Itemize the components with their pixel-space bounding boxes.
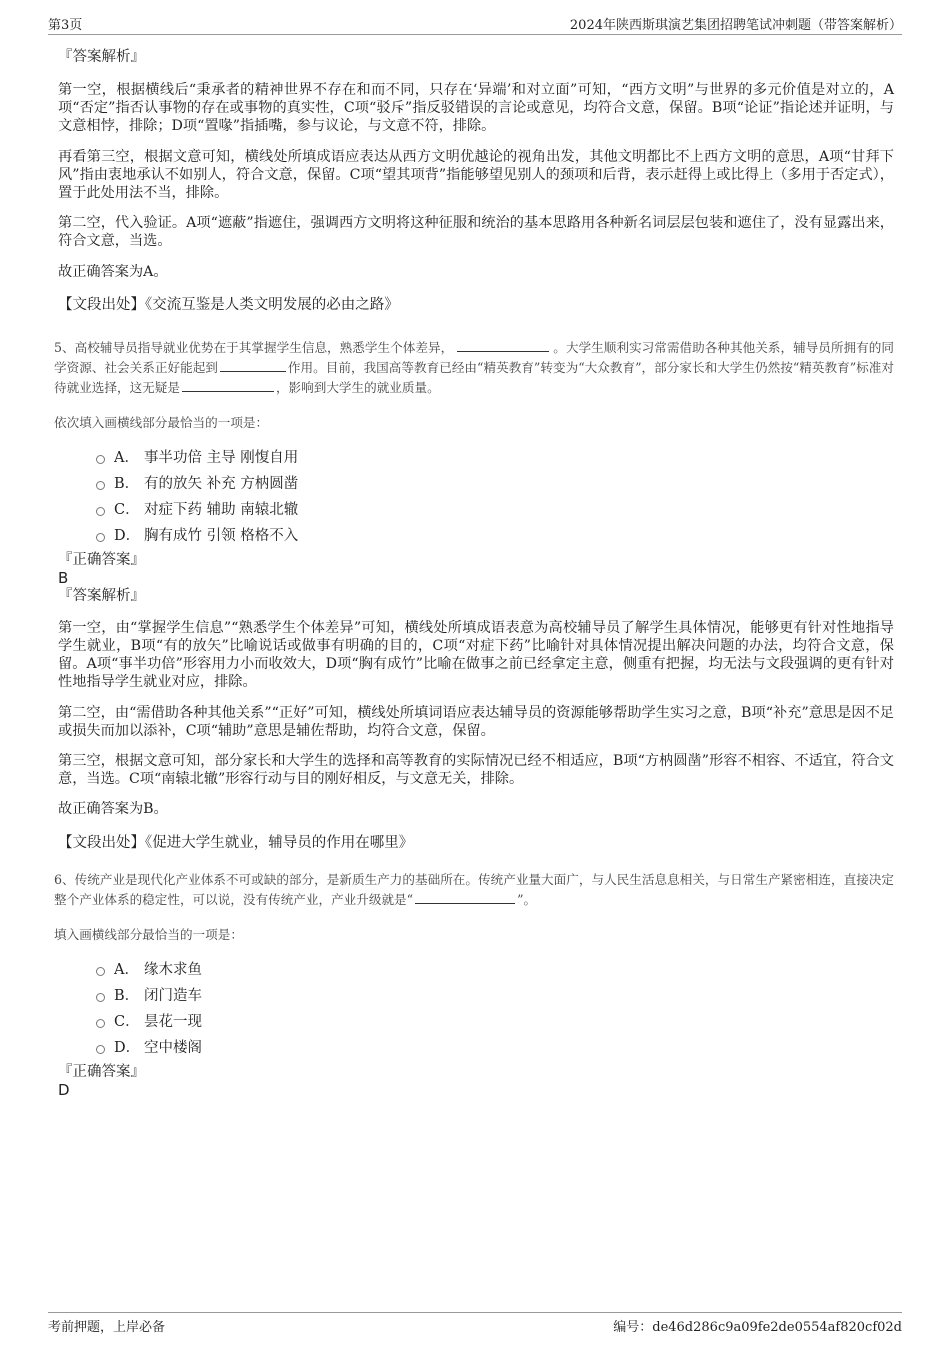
option-text: 昙花一现	[144, 1013, 202, 1030]
option-text: 胸有成竹 引领 格格不入	[144, 527, 299, 544]
option-text: 缘木求鱼	[144, 961, 202, 978]
q5-blank-1	[457, 339, 549, 352]
radio-icon[interactable]	[96, 455, 105, 464]
radio-icon[interactable]	[96, 507, 105, 516]
q6-stem-text: ”。	[517, 891, 537, 907]
q5-answer-label: 『正确答案』	[58, 551, 145, 568]
q5-option-a[interactable]	[96, 445, 894, 471]
q5-stem-text: 5、高校辅导员指导就业优势在于其掌握学生信息，熟悉学生个体差异，	[54, 339, 454, 355]
option-text: 事半功倍 主导 刚愎自用	[144, 449, 299, 466]
option-key: D．	[114, 1039, 141, 1056]
option-text: 闭门造车	[144, 987, 202, 1004]
q5-analysis-paragraph: 第二空，由“需借助各种其他关系”“正好”可知，横线处所填词语应表达辅导员的资源能够帮助学生实习之意，B项“补充”意思是因不足或损失而加以添补，C项“辅助”意思是辅佐帮助，均符合文意，保留。	[58, 704, 894, 739]
q5-stem-text: ，影响到大学生的就业质量。	[275, 379, 440, 395]
page-number: 第3页	[48, 18, 83, 33]
option-text: 对症下药 辅助 南辕北辙	[144, 501, 299, 518]
radio-icon[interactable]	[96, 481, 105, 490]
document-title: 2024年陕西斯琪演艺集团招聘笔试冲刺题（带答案解析）	[569, 18, 902, 33]
q4-analysis-paragraph: 再看第三空，根据文意可知，横线处所填成语应表达从西方文明优越论的视角出发，其他文明都比不上西方文明的意思，A项“甘拜下风”指由衷地承认不如别人，符合文意，保留。C项“望其项背”指能够望见别人的颈项和后背，表示赶得上或比得上（多用于否定式），置于此处用法不当，排除。	[58, 148, 894, 202]
q5-answer: B	[58, 568, 69, 587]
radio-icon[interactable]	[96, 1019, 105, 1028]
radio-icon[interactable]	[96, 533, 105, 542]
q5-stem-text: 作用。目前，我国高等教育已经由“精英教育”转变为“大众教育”，部分家长和大学生仍然按“精英教育”标准对待就业选择，这无疑是	[54, 359, 894, 395]
option-text: 空中楼阁	[144, 1039, 202, 1056]
option-key: B．	[114, 475, 140, 492]
q5-blank-3	[182, 379, 274, 392]
option-key: A．	[114, 449, 139, 466]
q5-analysis-paragraph: 故正确答案为B。	[58, 801, 168, 818]
q6-options	[96, 957, 894, 1061]
option-key: D．	[114, 527, 141, 544]
main-content	[54, 44, 895, 1099]
q6-instruction: 填入画横线部分最恰当的一项是：	[54, 926, 243, 942]
q4-source: 【文段出处】《交流互鉴是人类文明发展的必由之路》	[58, 296, 399, 313]
option-key: C．	[114, 1013, 140, 1030]
document-id: 编号：de46d286c9a09fe2de0554af820cf02d	[613, 1320, 902, 1335]
q5-analysis-label: 『答案解析』	[58, 587, 145, 604]
q6-stem-text: 6、传统产业是现代化产业体系不可或缺的部分，是新质生产力的基础所在。传统产业量大面广，与人民生活息息相关，与日常生产紧密相连，直接决定整个产业体系的稳定性，可以说，没有传统产业，产业升级就是“	[54, 871, 894, 907]
page-footer	[48, 1312, 902, 1335]
q4-analysis-paragraph: 第二空，代入验证。A项“遮蔽”指遮住，强调西方文明将这种征服和统治的基本思路用各种新名词层层包装和遮住了，没有显露出来，符合文意，当选。	[58, 215, 894, 250]
option-key: C．	[114, 501, 140, 518]
q4-analysis-paragraph: 第一空，根据横线后“秉承者的精神世界不存在和而不同，只存在‘异端’和对立面”可知，“西方文明”与世界的多元价值是对立的，A项“否定”指否认事物的存在或事物的真实性，C项“驳斥”指反驳错误的言论或意见，均符合文意，保留。B项“论证”指论述并证明，与文意相悖，排除；D项“置喙”指插嘴，参与议论，与文意不符，排除。	[58, 82, 894, 135]
q6-option-c[interactable]	[96, 1009, 894, 1035]
q6-answer-label: 『正确答案』	[58, 1063, 145, 1080]
page-header	[48, 14, 902, 35]
radio-icon[interactable]	[96, 993, 105, 1002]
q5-source: 【文段出处】《促进大学生就业，辅导员的作用在哪里》	[58, 834, 414, 851]
q5-option-c[interactable]	[96, 497, 894, 523]
radio-icon[interactable]	[96, 967, 105, 976]
q6-stem	[54, 870, 894, 910]
q6-option-b[interactable]	[96, 983, 894, 1009]
q5-analysis-paragraph: 第一空，由“掌握学生信息”“熟悉学生个体差异”可知，横线处所填成语表意为高校辅导员了解学生具体情况，能够更有针对性地指导学生就业，B项“有的放矢”比喻说话或做事有明确的目的，C项“对症下药”比喻针对具体情况提出解决问题的办法，均符合文意，保留。A项“事半功倍”形容用力小而收效大，D项“胸有成竹”比喻在做事之前已经拿定主意，侧重有把握，均无法与文段强调的更有针对性地指导学生就业对应，排除。	[58, 619, 894, 691]
q5-option-b[interactable]	[96, 471, 894, 497]
q4-analysis-label: 『答案解析』	[58, 49, 145, 65]
q5-options	[96, 445, 894, 549]
radio-icon[interactable]	[96, 1045, 105, 1054]
footer-slogan: 考前押题，上岸必备	[48, 1320, 166, 1335]
q4-analysis-paragraph: 故正确答案为A。	[58, 263, 168, 280]
option-text: 有的放矢 补充 方枘圆凿	[144, 475, 299, 492]
q5-option-d[interactable]	[96, 523, 894, 549]
q5-analysis-paragraph: 第三空，根据文意可知，部分家长和大学生的选择和高等教育的实际情况已经不相适应，B项“方枘圆凿”形容不相容、不适宜，符合文意，当选。C项“南辕北辙”形容行动与目的刚好相反，与文意无关，排除。	[58, 753, 894, 788]
q6-blank	[415, 891, 515, 904]
option-key: A．	[114, 961, 139, 978]
q6-option-a[interactable]	[96, 957, 894, 983]
option-key: B．	[114, 987, 140, 1004]
q5-stem	[54, 338, 894, 398]
q6-answer: D	[58, 1080, 70, 1099]
q5-blank-2	[220, 359, 286, 372]
q6-option-d[interactable]	[96, 1035, 894, 1061]
q5-instruction: 依次填入画横线部分最恰当的一项是：	[54, 414, 269, 430]
q5-stem-text: 。大学生顺利实习常需借助各种其他关系，辅导员所拥有的同学资源、社会关系正好能起到	[54, 339, 895, 375]
